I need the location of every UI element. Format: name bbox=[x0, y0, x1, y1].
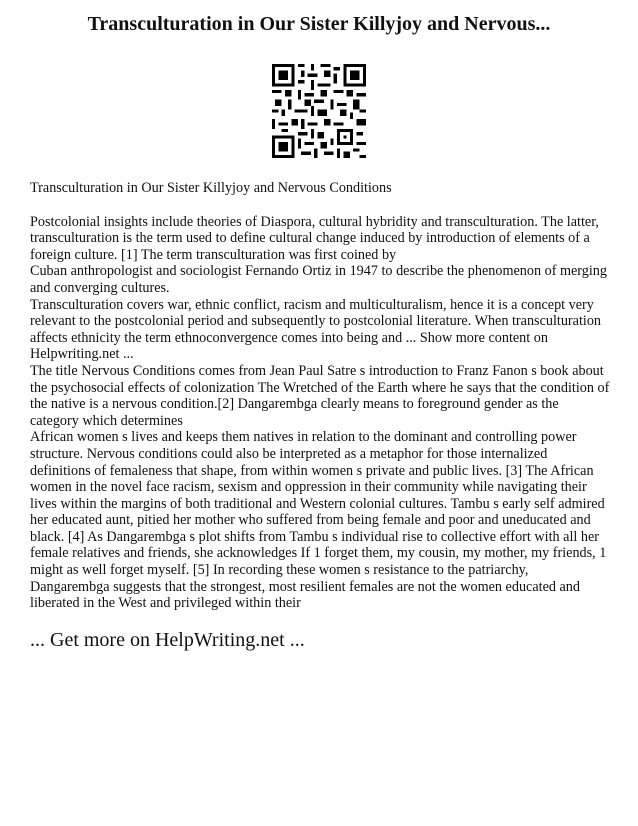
document-subtitle: Transculturation in Our Sister Killyjoy and Nervous Conditions bbox=[30, 180, 392, 196]
document-body bbox=[30, 180, 610, 612]
document-title: Transculturation in Our Sister Killyjoy and Nervous... bbox=[87, 13, 551, 35]
body-paragraph: Transculturation covers war, ethnic conflict, racism and multiculturalism, hence it is a concept very relevant to the postcolonial period and subsequently to postcolonial literature. When transculturation affects ethnicity the term ethnoconvergence comes into being and ... Show more content on Helpwriting.net ... bbox=[30, 296, 602, 363]
paragraph-gap bbox=[30, 197, 610, 214]
body-paragraph: African women s lives and keeps them natives in relation to the dominant and controlling power structure. Nervous conditions could also be interpreted as a metaphor for those internalized definitions of femaleness that shape, from within women s private and public lives. [3] The African women in the novel face racism, sexism and oppression in their community while navigating their lives within the margins of both traditional and Western colonial cultures. Tambu s early self admired her educated aunt, pitied her mother who suffered from being female and poor and uneducated and black. [4] As Dangarembga s plot shifts from Tambu s individual rise to collective effort with all her female relatives and friends, she acknowledges If 1 forget them, my cousin, my mother, my friends, 1 might as well forget myself. [5] In recording these women s resistance to the patriarchy, Dangarembga suggests that the strongest, most resilient females are not the women educated and liberated in the West and privileged within their bbox=[30, 429, 607, 612]
body-paragraph: Cuban anthropologist and sociologist Fernando Ortiz in 1947 to describe the phenomenon of merging and converging cultures. bbox=[30, 263, 607, 296]
body-paragraph: The title Nervous Conditions comes from Jean Paul Satre s introduction to Franz Fanon s book about the psychosocial effects of colonization The Wretched of the Earth where he says that the condition of the native is a nervous condition.[2] Dangarembga clearly means to foreground gender as the category which determines bbox=[30, 362, 610, 429]
get-more-link[interactable]: ... Get more on HelpWriting.net ... bbox=[30, 629, 305, 651]
qr-code-icon bbox=[272, 64, 366, 158]
body-paragraph: Postcolonial insights include theories of Diaspora, cultural hybridity and transculturation. The latter, transculturation is the term used to define cultural change induced by introduction of elements of a foreign culture. [1] The term transculturation was first coined by bbox=[30, 213, 599, 263]
